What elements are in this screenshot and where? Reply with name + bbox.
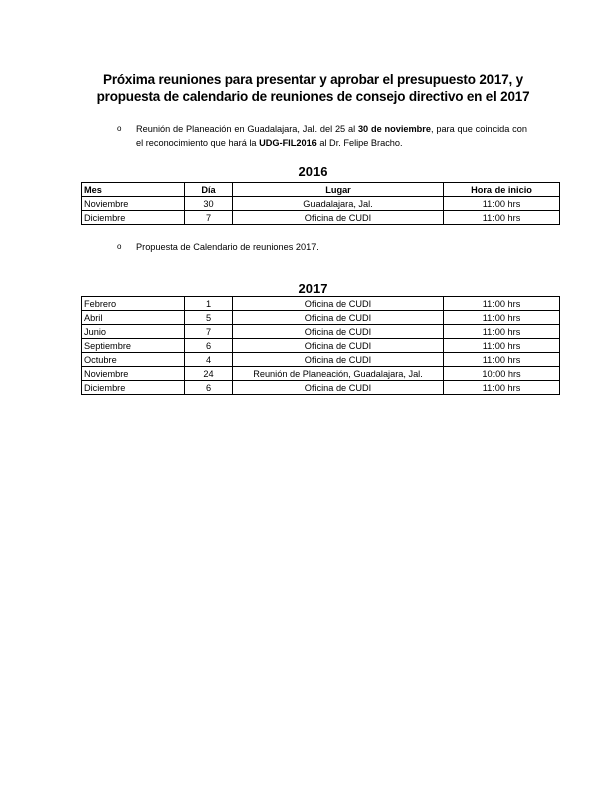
- bullet1-part1: Reunión de Planeación en Guadalajara, Jal. del 25 al: [136, 124, 358, 134]
- header-dia: Día: [185, 183, 233, 197]
- cell-lugar: Oficina de CUDI: [233, 381, 444, 395]
- cell-lugar: Oficina de CUDI: [233, 339, 444, 353]
- cell-dia: 4: [185, 353, 233, 367]
- title-line-2: propuesta de calendario de reuniones de consejo directivo en el 2017: [96, 89, 530, 104]
- table-row: [82, 311, 560, 325]
- table-row: [82, 297, 560, 311]
- bullet1-part3: al Dr. Felipe Bracho.: [316, 138, 403, 148]
- cell-hora: 10:00 hrs: [444, 367, 560, 381]
- cell-mes: Junio: [82, 325, 185, 339]
- cell-lugar: Oficina de CUDI: [233, 297, 444, 311]
- cell-hora: 11:00 hrs: [444, 339, 560, 353]
- cell-lugar: Oficina de CUDI: [233, 325, 444, 339]
- table-row: [82, 367, 560, 381]
- table-2017: [81, 296, 560, 395]
- year-2017-heading: 2017: [298, 281, 328, 296]
- cell-hora: 11:00 hrs: [444, 211, 560, 225]
- cell-lugar: Oficina de CUDI: [233, 211, 444, 225]
- table-2016-header: [82, 183, 560, 197]
- cell-mes: Abril: [82, 311, 185, 325]
- cell-mes: Noviembre: [82, 367, 185, 381]
- table-row: [82, 353, 560, 367]
- cell-dia: 24: [185, 367, 233, 381]
- bullet-marker: o: [117, 124, 122, 133]
- header-lugar: Lugar: [233, 183, 444, 197]
- cell-mes: Octubre: [82, 353, 185, 367]
- header-hora: Hora de inicio: [444, 183, 560, 197]
- cell-dia: 6: [185, 381, 233, 395]
- cell-dia: 7: [185, 211, 233, 225]
- cell-mes: Diciembre: [82, 381, 185, 395]
- cell-lugar: Guadalajara, Jal.: [233, 197, 444, 211]
- table-row: [82, 381, 560, 395]
- table-row: [82, 211, 560, 225]
- cell-hora: 11:00 hrs: [444, 297, 560, 311]
- cell-dia: 30: [185, 197, 233, 211]
- cell-hora: 11:00 hrs: [444, 311, 560, 325]
- cell-mes: Diciembre: [82, 211, 185, 225]
- cell-mes: Febrero: [82, 297, 185, 311]
- bullet1-part2: , para que coincida con el reconocimiento que hará la: [136, 124, 527, 148]
- cell-lugar: Oficina de CUDI: [233, 311, 444, 325]
- year-2016-heading: 2016: [298, 164, 328, 179]
- cell-dia: 5: [185, 311, 233, 325]
- cell-hora: 11:00 hrs: [444, 197, 560, 211]
- bullet-marker: o: [117, 242, 122, 251]
- table-row: [82, 325, 560, 339]
- header-mes: Mes: [82, 183, 185, 197]
- title-line-1: Próxima reuniones para presentar y aprobar el presupuesto 2017, y: [103, 72, 523, 87]
- cell-mes: Septiembre: [82, 339, 185, 353]
- document-title: [82, 71, 544, 105]
- bullet1-bold2: UDG-FIL2016: [259, 138, 317, 148]
- cell-dia: 7: [185, 325, 233, 339]
- cell-hora: 11:00 hrs: [444, 353, 560, 367]
- bullet-planeacion-text: [136, 122, 527, 150]
- bullet-propuesta-text: Propuesta de Calendario de reuniones 2017.: [136, 242, 319, 252]
- bullet1-bold1: 30 de noviembre: [357, 124, 431, 134]
- table-row: [82, 339, 560, 353]
- cell-mes: Noviembre: [82, 197, 185, 211]
- cell-dia: 1: [185, 297, 233, 311]
- cell-hora: 11:00 hrs: [444, 381, 560, 395]
- table-row: [82, 197, 560, 211]
- cell-dia: 6: [185, 339, 233, 353]
- cell-lugar: Reunión de Planeación, Guadalajara, Jal.: [233, 367, 444, 381]
- table-2016: [81, 182, 560, 225]
- cell-hora: 11:00 hrs: [444, 325, 560, 339]
- cell-lugar: Oficina de CUDI: [233, 353, 444, 367]
